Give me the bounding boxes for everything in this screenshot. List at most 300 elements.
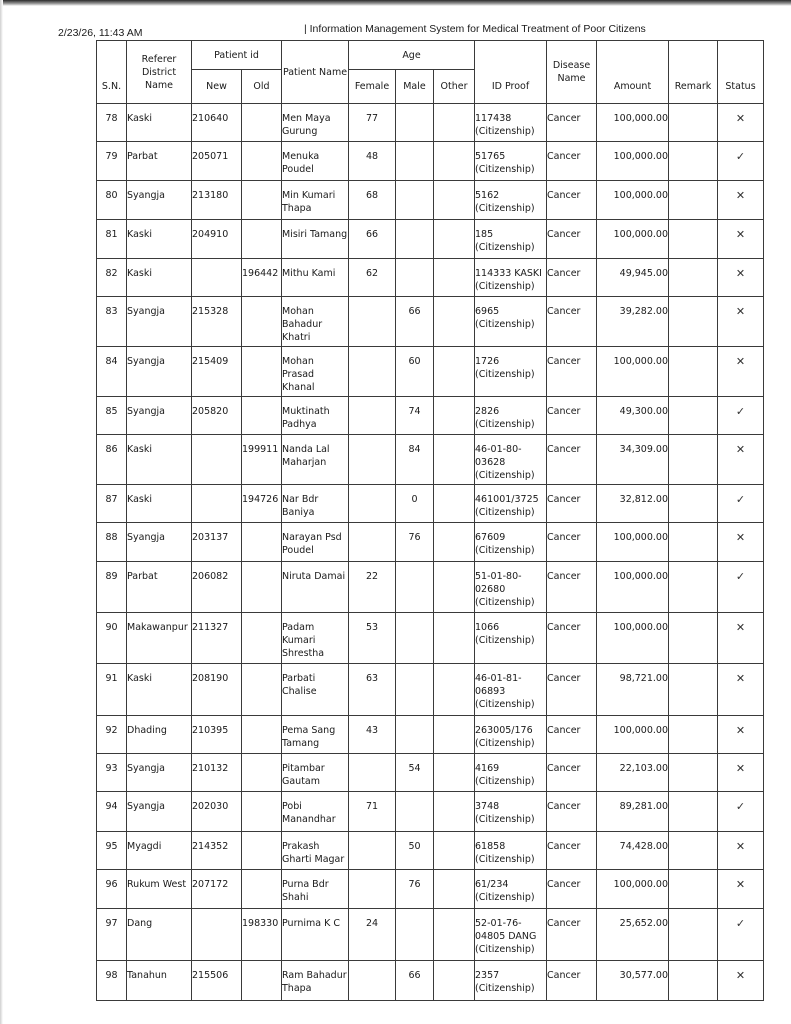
cell-remark <box>669 104 718 142</box>
cell-status <box>718 613 764 664</box>
cell-referer-district: Syangja <box>127 792 192 832</box>
cell-age-male <box>396 562 434 613</box>
cell-age-other <box>434 485 475 523</box>
cell-disease-name: Cancer <box>547 142 597 181</box>
cell-amount: 30,577.00 <box>597 961 669 1001</box>
cell-age-male <box>396 792 434 832</box>
cell-patient-name: Ram Bahadur Thapa <box>282 961 349 1001</box>
cell-age-female <box>349 485 396 523</box>
cell-status <box>718 397 764 435</box>
cell-patient-name: Pema Sang Tamang <box>282 716 349 754</box>
cell-disease-name: Cancer <box>547 259 597 297</box>
cell-age-female <box>349 832 396 870</box>
cell-age-female: 24 <box>349 909 396 961</box>
cell-age-female: 66 <box>349 220 396 259</box>
cell-patient-name: Menuka Poudel <box>282 142 349 181</box>
cross-icon: ✕ <box>735 305 746 318</box>
cross-icon: ✕ <box>735 878 746 891</box>
cell-remark <box>669 142 718 181</box>
cell-status <box>718 181 764 220</box>
cell-remark <box>669 909 718 961</box>
col-header-id-proof: ID Proof <box>475 41 547 104</box>
cell-age-other <box>434 909 475 961</box>
cell-sn: 87 <box>97 485 127 523</box>
cell-age-male: 76 <box>396 870 434 909</box>
cell-remark <box>669 435 718 485</box>
cell-id-proof: 61/234 (Citizenship) <box>475 870 547 909</box>
cell-disease-name: Cancer <box>547 485 597 523</box>
cell-amount: 98,721.00 <box>597 664 669 716</box>
col-header-remark: Remark <box>669 41 718 104</box>
cell-age-male: 66 <box>396 961 434 1001</box>
table-row <box>97 716 764 754</box>
cell-referer-district: Kaski <box>127 220 192 259</box>
cross-icon: ✕ <box>735 189 746 202</box>
cell-patient-id-new: 206082 <box>192 562 242 613</box>
cell-remark <box>669 716 718 754</box>
cell-age-other <box>434 104 475 142</box>
cell-id-proof: 263005/176 (Citizenship) <box>475 716 547 754</box>
cell-referer-district: Syangja <box>127 297 192 347</box>
cross-icon: ✕ <box>735 355 746 368</box>
cross-icon: ✕ <box>735 621 746 634</box>
table-row <box>97 961 764 1001</box>
cell-referer-district: Syangja <box>127 181 192 220</box>
cell-id-proof: 2357 (Citizenship) <box>475 961 547 1001</box>
cell-patient-id-old <box>242 397 282 435</box>
cell-disease-name: Cancer <box>547 562 597 613</box>
cell-remark <box>669 613 718 664</box>
cell-sn: 82 <box>97 259 127 297</box>
cell-status <box>718 716 764 754</box>
cell-amount: 100,000.00 <box>597 142 669 181</box>
cell-sn: 83 <box>97 297 127 347</box>
col-header-age: Age <box>349 41 475 70</box>
cell-referer-district: Rukum West <box>127 870 192 909</box>
cell-remark <box>669 754 718 792</box>
cross-icon: ✕ <box>735 724 746 737</box>
cell-patient-id-old: 198330 <box>242 909 282 961</box>
cell-patient-id-new: 202030 <box>192 792 242 832</box>
table-row <box>97 909 764 961</box>
cross-icon: ✕ <box>735 443 746 456</box>
table-row <box>97 347 764 397</box>
cell-patient-id-new: 215409 <box>192 347 242 397</box>
cell-referer-district: Tanahun <box>127 961 192 1001</box>
cell-age-other <box>434 435 475 485</box>
cell-patient-id-new: 210640 <box>192 104 242 142</box>
cell-age-male <box>396 104 434 142</box>
cell-age-female: 68 <box>349 181 396 220</box>
cell-age-male <box>396 142 434 181</box>
check-icon: ✓ <box>735 405 746 418</box>
cell-age-other <box>434 397 475 435</box>
cell-id-proof: 4169 (Citizenship) <box>475 754 547 792</box>
cell-status <box>718 142 764 181</box>
cell-age-female <box>349 435 396 485</box>
cell-age-other <box>434 181 475 220</box>
cell-age-female: 48 <box>349 142 396 181</box>
cell-referer-district: Kaski <box>127 664 192 716</box>
cell-remark <box>669 562 718 613</box>
cell-patient-id-new: 210395 <box>192 716 242 754</box>
table-row <box>97 435 764 485</box>
col-header-patient-id: Patient id <box>192 41 282 70</box>
cell-disease-name: Cancer <box>547 909 597 961</box>
col-header-sn: S.N. <box>97 41 127 104</box>
cell-patient-name: Purna Bdr Shahi <box>282 870 349 909</box>
cell-sn: 97 <box>97 909 127 961</box>
cell-referer-district: Kaski <box>127 485 192 523</box>
cell-patient-name: Pitambar Gautam <box>282 754 349 792</box>
cell-status <box>718 909 764 961</box>
cell-referer-district: Kaski <box>127 259 192 297</box>
cell-patient-name: Pobi Manandhar <box>282 792 349 832</box>
cell-patient-name: Mohan Bahadur Khatri <box>282 297 349 347</box>
table-row <box>97 523 764 562</box>
cell-id-proof: 3748 (Citizenship) <box>475 792 547 832</box>
cell-disease-name: Cancer <box>547 664 597 716</box>
cell-patient-id-old <box>242 961 282 1001</box>
cell-patient-id-new: 213180 <box>192 181 242 220</box>
check-icon: ✓ <box>735 493 746 506</box>
cell-patient-id-old <box>242 347 282 397</box>
table-row <box>97 613 764 664</box>
cell-age-other <box>434 792 475 832</box>
col-header-referer: Referer District Name <box>127 41 192 104</box>
cell-id-proof: 61858 (Citizenship) <box>475 832 547 870</box>
cell-status <box>718 562 764 613</box>
table-row <box>97 870 764 909</box>
cell-age-male <box>396 259 434 297</box>
cell-status <box>718 832 764 870</box>
table-row <box>97 754 764 792</box>
cell-patient-id-new: 208190 <box>192 664 242 716</box>
cell-status <box>718 297 764 347</box>
cell-id-proof: 1726 (Citizenship) <box>475 347 547 397</box>
table-row <box>97 220 764 259</box>
cell-referer-district: Syangja <box>127 397 192 435</box>
cell-age-male: 0 <box>396 485 434 523</box>
cell-sn: 92 <box>97 716 127 754</box>
cell-age-other <box>434 259 475 297</box>
cell-age-male: 76 <box>396 523 434 562</box>
cell-patient-name: Prakash Gharti Magar <box>282 832 349 870</box>
cell-referer-district: Syangja <box>127 347 192 397</box>
cell-disease-name: Cancer <box>547 870 597 909</box>
col-header-old: Old <box>242 70 282 104</box>
cell-age-other <box>434 870 475 909</box>
cell-patient-id-old <box>242 716 282 754</box>
cell-age-other <box>434 523 475 562</box>
cell-referer-district: Myagdi <box>127 832 192 870</box>
cell-patient-id-new: 210132 <box>192 754 242 792</box>
cell-age-female <box>349 347 396 397</box>
cell-amount: 25,652.00 <box>597 909 669 961</box>
col-header-amount: Amount <box>597 41 669 104</box>
cell-amount: 100,000.00 <box>597 716 669 754</box>
cell-sn: 80 <box>97 181 127 220</box>
cell-sn: 98 <box>97 961 127 1001</box>
table-row <box>97 297 764 347</box>
cross-icon: ✕ <box>735 762 746 775</box>
cell-referer-district: Syangja <box>127 754 192 792</box>
check-icon: ✓ <box>735 570 746 583</box>
cell-age-female: 71 <box>349 792 396 832</box>
cell-patient-id-new: 214352 <box>192 832 242 870</box>
cell-disease-name: Cancer <box>547 792 597 832</box>
cell-patient-id-old: 199911 <box>242 435 282 485</box>
cell-sn: 91 <box>97 664 127 716</box>
check-icon: ✓ <box>735 800 746 813</box>
cell-patient-id-old <box>242 562 282 613</box>
cell-patient-name: Purnima K C <box>282 909 349 961</box>
table-row <box>97 397 764 435</box>
cross-icon: ✕ <box>735 969 746 982</box>
cell-disease-name: Cancer <box>547 961 597 1001</box>
cell-patient-id-old <box>242 792 282 832</box>
cell-id-proof: 185 (Citizenship) <box>475 220 547 259</box>
cell-age-female: 53 <box>349 613 396 664</box>
cell-id-proof: 67609 (Citizenship) <box>475 523 547 562</box>
cell-age-male <box>396 716 434 754</box>
cell-sn: 95 <box>97 832 127 870</box>
cell-id-proof: 51765 (Citizenship) <box>475 142 547 181</box>
cell-patient-id-new: 211327 <box>192 613 242 664</box>
cell-amount: 100,000.00 <box>597 181 669 220</box>
cell-age-female <box>349 754 396 792</box>
cell-age-female <box>349 523 396 562</box>
cell-sn: 89 <box>97 562 127 613</box>
col-header-male: Male <box>396 70 434 104</box>
cell-patient-id-new: 205820 <box>192 397 242 435</box>
cell-id-proof: 6965 (Citizenship) <box>475 297 547 347</box>
cell-amount: 100,000.00 <box>597 220 669 259</box>
cell-disease-name: Cancer <box>547 297 597 347</box>
cell-remark <box>669 485 718 523</box>
table-row <box>97 664 764 716</box>
cell-age-other <box>434 220 475 259</box>
print-timestamp: 2/23/26, 11:43 AM <box>58 27 143 39</box>
cell-remark <box>669 792 718 832</box>
cell-status <box>718 664 764 716</box>
cell-sn: 86 <box>97 435 127 485</box>
cross-icon: ✕ <box>735 267 746 280</box>
table-row <box>97 832 764 870</box>
cell-age-other <box>434 664 475 716</box>
cell-remark <box>669 347 718 397</box>
cell-age-female <box>349 297 396 347</box>
cell-id-proof: 51-01-80-02680 (Citizenship) <box>475 562 547 613</box>
cell-disease-name: Cancer <box>547 613 597 664</box>
cell-patient-id-old: 194726 <box>242 485 282 523</box>
cell-remark <box>669 297 718 347</box>
table-row <box>97 259 764 297</box>
cell-age-male <box>396 909 434 961</box>
cell-patient-id-new: 215506 <box>192 961 242 1001</box>
table-row <box>97 142 764 181</box>
cell-status <box>718 870 764 909</box>
cell-patient-id-old <box>242 104 282 142</box>
cell-remark <box>669 961 718 1001</box>
cell-patient-id-old <box>242 870 282 909</box>
cell-disease-name: Cancer <box>547 754 597 792</box>
cell-age-male <box>396 220 434 259</box>
cell-age-male <box>396 181 434 220</box>
cell-age-female: 43 <box>349 716 396 754</box>
cell-amount: 89,281.00 <box>597 792 669 832</box>
cell-disease-name: Cancer <box>547 832 597 870</box>
cell-patient-id-old <box>242 613 282 664</box>
cell-remark <box>669 259 718 297</box>
cell-sn: 94 <box>97 792 127 832</box>
col-header-female: Female <box>349 70 396 104</box>
cell-patient-name: Padam Kumari Shrestha <box>282 613 349 664</box>
cell-patient-id-old <box>242 142 282 181</box>
cell-age-male: 84 <box>396 435 434 485</box>
cell-amount: 34,309.00 <box>597 435 669 485</box>
cell-amount: 100,000.00 <box>597 523 669 562</box>
cell-patient-name: Parbati Chalise <box>282 664 349 716</box>
cell-remark <box>669 397 718 435</box>
col-header-status: Status <box>718 41 764 104</box>
cell-patient-name: Niruta Damai <box>282 562 349 613</box>
cell-id-proof: 46-01-81-06893 (Citizenship) <box>475 664 547 716</box>
cell-id-proof: 114333 KASKI (Citizenship) <box>475 259 547 297</box>
cell-disease-name: Cancer <box>547 347 597 397</box>
cell-age-other <box>434 716 475 754</box>
cell-remark <box>669 664 718 716</box>
cell-amount: 49,945.00 <box>597 259 669 297</box>
cell-age-male <box>396 664 434 716</box>
cell-amount: 100,000.00 <box>597 562 669 613</box>
patient-table <box>96 40 764 1001</box>
scan-edge <box>0 0 791 6</box>
cell-sn: 93 <box>97 754 127 792</box>
cell-referer-district: Parbat <box>127 562 192 613</box>
document-title: | Information Management System for Medical Treatment of Poor Citizens <box>304 23 646 35</box>
cell-referer-district: Kaski <box>127 435 192 485</box>
cell-amount: 74,428.00 <box>597 832 669 870</box>
table-row <box>97 792 764 832</box>
cell-sn: 81 <box>97 220 127 259</box>
cell-patient-id-new: 207172 <box>192 870 242 909</box>
cell-patient-id-new <box>192 259 242 297</box>
table-row <box>97 104 764 142</box>
cell-remark <box>669 832 718 870</box>
cell-remark <box>669 220 718 259</box>
cell-patient-name: Muktinath Padhya <box>282 397 349 435</box>
cell-age-other <box>434 754 475 792</box>
cross-icon: ✕ <box>735 531 746 544</box>
cell-status <box>718 104 764 142</box>
cell-patient-name: Mohan Prasad Khanal <box>282 347 349 397</box>
cell-id-proof: 46-01-80-03628 (Citizenship) <box>475 435 547 485</box>
cell-disease-name: Cancer <box>547 220 597 259</box>
cell-remark <box>669 870 718 909</box>
cell-age-male: 74 <box>396 397 434 435</box>
cell-age-male <box>396 613 434 664</box>
cross-icon: ✕ <box>735 112 746 125</box>
cell-status <box>718 485 764 523</box>
cell-referer-district: Syangja <box>127 523 192 562</box>
cell-sn: 84 <box>97 347 127 397</box>
cell-disease-name: Cancer <box>547 181 597 220</box>
cell-status <box>718 220 764 259</box>
cell-status <box>718 754 764 792</box>
cell-patient-id-old <box>242 664 282 716</box>
cell-patient-id-new: 203137 <box>192 523 242 562</box>
cell-amount: 22,103.00 <box>597 754 669 792</box>
cross-icon: ✕ <box>735 228 746 241</box>
check-icon: ✓ <box>735 917 746 930</box>
cell-patient-id-old <box>242 754 282 792</box>
cell-disease-name: Cancer <box>547 397 597 435</box>
cell-id-proof: 117438 (Citizenship) <box>475 104 547 142</box>
cell-age-female <box>349 870 396 909</box>
cell-age-other <box>434 347 475 397</box>
cell-amount: 39,282.00 <box>597 297 669 347</box>
cell-age-female: 62 <box>349 259 396 297</box>
cell-age-other <box>434 613 475 664</box>
cell-patient-name: Men Maya Gurung <box>282 104 349 142</box>
cell-id-proof: 2826 (Citizenship) <box>475 397 547 435</box>
cell-age-other <box>434 832 475 870</box>
cell-age-male: 54 <box>396 754 434 792</box>
cell-referer-district: Parbat <box>127 142 192 181</box>
scan-edge-left <box>0 0 3 1024</box>
cell-patient-name: Mithu Kami <box>282 259 349 297</box>
cell-patient-name: Min Kumari Thapa <box>282 181 349 220</box>
cell-patient-name: Misiri Tamang <box>282 220 349 259</box>
cell-patient-id-new <box>192 435 242 485</box>
cell-remark <box>669 181 718 220</box>
cell-patient-id-new: 215328 <box>192 297 242 347</box>
cell-status <box>718 435 764 485</box>
cell-age-other <box>434 142 475 181</box>
cell-age-female <box>349 397 396 435</box>
col-header-other: Other <box>434 70 475 104</box>
cell-patient-id-new <box>192 485 242 523</box>
cell-amount: 100,000.00 <box>597 104 669 142</box>
cell-status <box>718 961 764 1001</box>
cell-age-male: 50 <box>396 832 434 870</box>
cell-patient-name: Narayan Psd Poudel <box>282 523 349 562</box>
cell-patient-id-new: 204910 <box>192 220 242 259</box>
cell-sn: 90 <box>97 613 127 664</box>
cell-referer-district: Dhading <box>127 716 192 754</box>
cell-age-male: 66 <box>396 297 434 347</box>
cell-sn: 78 <box>97 104 127 142</box>
cell-patient-name: Nanda Lal Maharjan <box>282 435 349 485</box>
cell-age-female: 22 <box>349 562 396 613</box>
cell-disease-name: Cancer <box>547 435 597 485</box>
col-header-new: New <box>192 70 242 104</box>
cell-referer-district: Dang <box>127 909 192 961</box>
cell-remark <box>669 523 718 562</box>
cell-id-proof: 5162 (Citizenship) <box>475 181 547 220</box>
cell-age-female: 63 <box>349 664 396 716</box>
cell-age-other <box>434 961 475 1001</box>
cell-age-other <box>434 562 475 613</box>
cell-patient-id-old: 196442 <box>242 259 282 297</box>
cell-referer-district: Kaski <box>127 104 192 142</box>
cell-sn: 85 <box>97 397 127 435</box>
cell-patient-id-old <box>242 181 282 220</box>
cross-icon: ✕ <box>735 672 746 685</box>
col-header-disease: Disease Name <box>547 41 597 104</box>
cell-age-female: 77 <box>349 104 396 142</box>
